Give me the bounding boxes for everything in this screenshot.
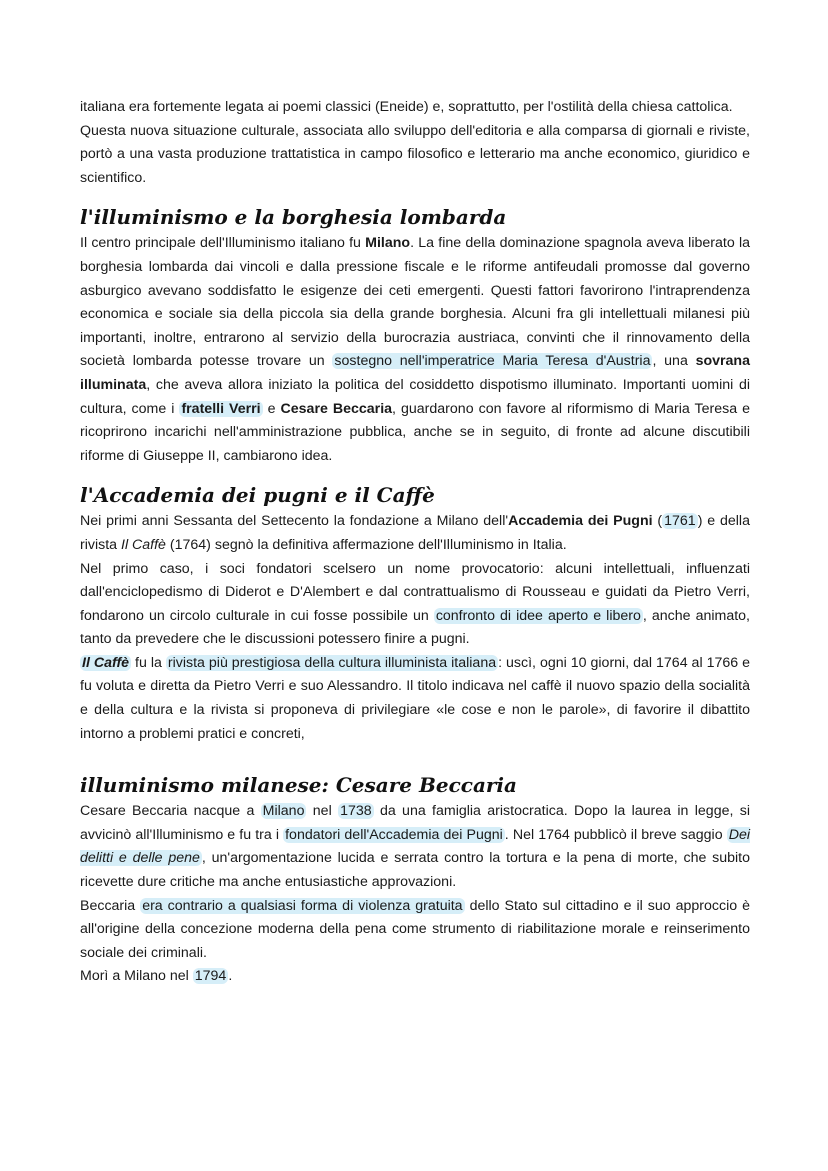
highlight: rivista più prestigiosa della cultura illuminista italiana [167, 654, 497, 671]
section-heading-accademia-caffe: l'Accademia dei pugni e il Caffè [80, 483, 435, 508]
section-heading-wrap [80, 204, 750, 232]
section-2-paragraph-2: Nel primo caso, i soci fondatori scelsero un nome provocatorio: alcuni intellettuali, influenzati dall'enciclopedismo di Diderot e D'Alembert e dal contrattualismo di Rousseau e guidati da Pietro Verri, fondarono un circolo culturale in cui fosse possibile un confronto di idee aperto e libero , anche animato, tanto da prevedere che le discussioni potessero finire a pugni. [80, 560, 750, 648]
section-heading-wrap [80, 482, 750, 510]
highlight: Milano [262, 803, 305, 820]
section-heading-wrap [80, 772, 750, 800]
section-3-paragraph-3: Morì a Milano nel 1794 . [80, 968, 233, 985]
section-heading-illuminismo-borghesia: l'illuminismo e la borghesia lombarda [80, 205, 507, 230]
intro-paragraph-1: italiana era fortemente legata ai poemi classici (Eneide) e, soprattutto, per l'ostilità della chiesa cattolica. [80, 99, 733, 115]
highlight: 1794 [194, 968, 227, 985]
section-3-paragraph-1: Cesare Beccaria nacque a Milano nel 1738 da una famiglia aristocratica. Dopo la laurea in legge, si avvicinò all'Illuminismo e fu tra i fondatori dell'Accademia dei Pugni . Nel 1764 pubblicò il breve saggio Dei delitti e delle pene , un'argomentazione lucida e serrata contro la tortura e la pena di morte, che subito ricevette dure critiche ma anche entusiastiche approvazioni. [80, 803, 751, 891]
intro-paragraph-2: Questa nuova situazione culturale, associata allo sviluppo dell'editoria e alla comparsa di giornali e riviste, portò a una vasta produzione trattatistica in campo filosofico e letterario ma anche economico, giuridico e scientifico. [80, 122, 750, 186]
highlight: 1738 [340, 803, 372, 820]
highlight: era contrario a qualsiasi forma di violenza gratuita [142, 897, 463, 914]
highlight: fratelli Verri [181, 400, 261, 417]
highlight: confronto di idee aperto e libero [435, 607, 641, 624]
highlight: Il Caffè [82, 654, 130, 671]
section-2-paragraph-3: Il Caffè fu la rivista più prestigiosa della cultura illuminista italiana : uscì, ogni 10 giorni, dal 1764 al 1766 e fu voluta e diretta da Pietro Verri e suo Alessandro. Il titolo indicava nel caffè il nuovo spazio della socialità e della cultura e la rivista si proponeva di privilegiare «le cose e non le parole», di favorire il dibattito intorno a problemi pratici e concreti, [80, 654, 750, 742]
highlight: 1761 [664, 513, 696, 530]
section-3-paragraph-2: Beccaria era contrario a qualsiasi forma di violenza gratuita dello Stato sul cittadino e il suo approccio è all'origine della concezione moderna della pena come strumento di riabilitazione morale e reinserimento sociale dei criminali. [80, 897, 750, 961]
highlight: fondatori dell'Accademia dei Pugni [285, 826, 503, 843]
highlight: sostegno nell'imperatrice Maria Teresa d'Austria [334, 353, 651, 370]
highlight: Dei delitti e delle pene [80, 826, 750, 867]
document-page [80, 96, 750, 989]
section-2-paragraph-1: Nei primi anni Sessanta del Settecento la fondazione a Milano dell'Accademia dei Pugni ( 1761 ) e della rivista Il Caffè (1764) segnò la definitiva affermazione dell'Illuminismo in Italia. [80, 513, 750, 553]
section-heading-beccaria: illuminismo milanese: Cesare Beccaria [80, 773, 517, 798]
section-1-paragraph: Il centro principale dell'Illuminismo italiano fu Milano. La fine della dominazione spagnola aveva liberato la borghesia lombarda dai vincoli e dalla pressione fiscale e le riforme antifeudali promosse dal governo asburgico avevano soddisfatto le esigenze dei ceti emergenti. Questi fattori favorirono l'intraprendenza economica e sociale sia della piccola sia della grande borghesia. Alcuni fra gli intellettuali milanesi più importanti, inoltre, entrarono al servizio della burocrazia austriaca, convinti che il rinnovamento della società lombarda potesse trovare un sostegno nell'imperatrice Maria Teresa d'Austria , una sovrana illuminata, che aveva allora iniziato la politica del cosiddetto dispotismo illuminato. Importanti uomini di cultura, come i fratelli Verri e Cesare Beccaria, guardarono con favore al riformismo di Maria Teresa e ricoprirono incarichi nell'amministrazione pubblica, anche se in seguito, di fronte ad alcune discutibili riforme di Giuseppe II, cambiarono idea. [80, 235, 751, 464]
